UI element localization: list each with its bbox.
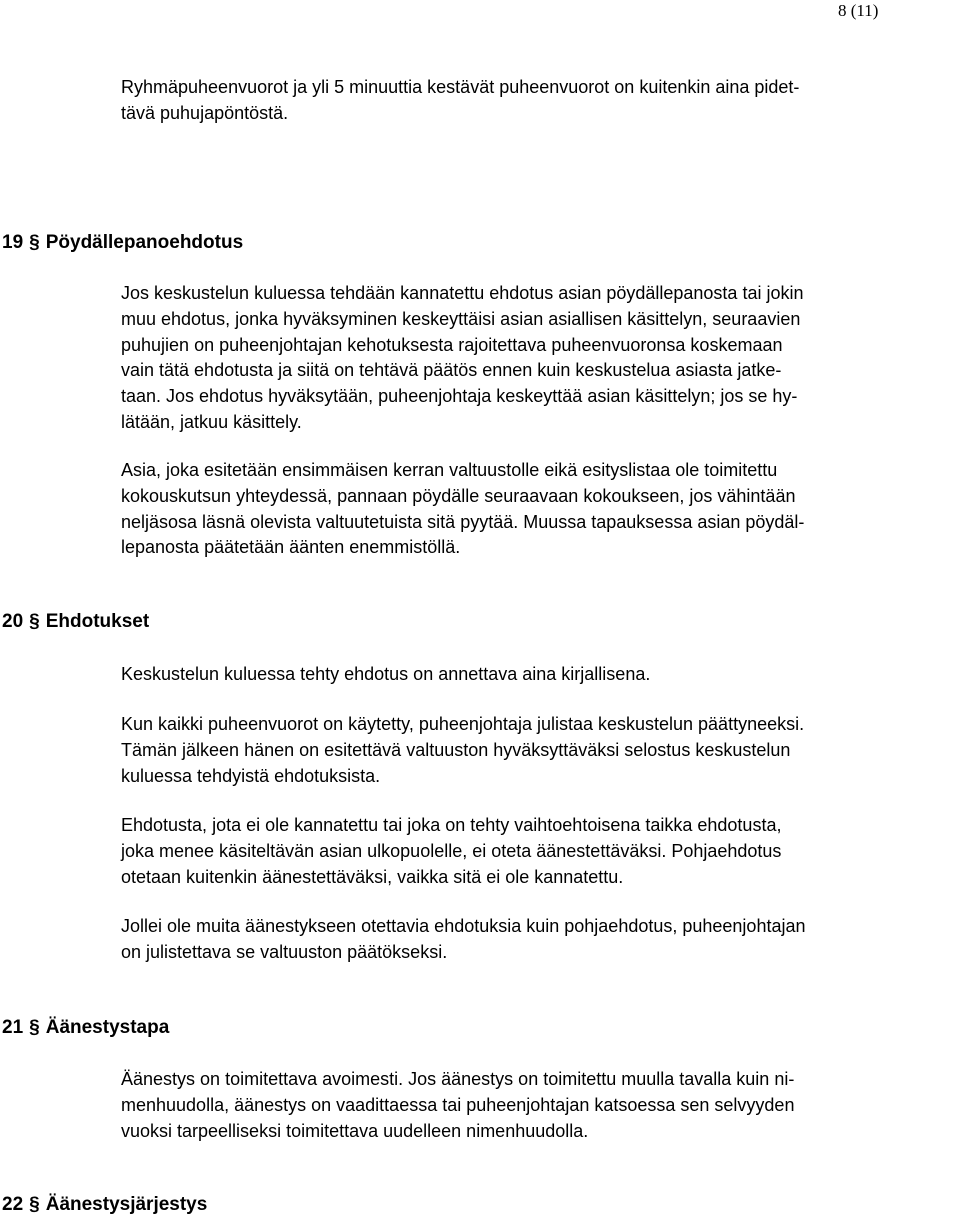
text-line: Tämän jälkeen hänen on esitettävä valtuuston hyväksyttäväksi selostus keskustelun — [121, 739, 791, 760]
text-line: vain tätä ehdotusta ja siitä on tehtävä päätös ennen kuin keskustelua asiasta jatke- — [121, 360, 782, 381]
text-line: Ehdotusta, jota ei ole kannatettu tai joka on tehty vaihtoehtoisena taikka ehdotusta, — [121, 815, 782, 835]
section-19-paragraph-2 — [121, 458, 941, 561]
text-line: Keskustelun kuluessa tehty ehdotus on annettava aina kirjallisena. — [121, 664, 651, 684]
text-line: vuoksi tarpeelliseksi toimitettava uudelleen nimenhuudolla. — [121, 1120, 589, 1141]
section-heading-20 — [2, 610, 149, 634]
text-line: otetaan kuitenkin äänestettäväksi, vaikka sitä ei ole kannatettu. — [121, 866, 624, 887]
section-20-paragraph-4 — [121, 914, 941, 966]
intro-paragraph — [121, 75, 941, 127]
section-19-paragraph-1 — [121, 281, 941, 436]
text-line: tävä puhujapöntöstä. — [121, 102, 289, 123]
text-line: Äänestys on toimitettava avoimesti. Jos äänestys on toimitettu muulla tavalla kuin ni- — [121, 1069, 795, 1089]
text-line: puhujien on puheenjohtajan kehotuksesta rajoitettava puheenvuoronsa koskemaan — [121, 334, 783, 355]
text-line: menhuudolla, äänestys on vaadittaessa tai puheenjohtajan katsoessa sen selvyyden — [121, 1094, 795, 1115]
text-line: Jos keskustelun kuluessa tehdään kannatettu ehdotus asian pöydällepanosta tai jokin — [121, 283, 804, 303]
section-number: 19 — [2, 232, 24, 253]
section-sign-icon: § — [29, 611, 40, 632]
section-title: Pöydällepanoehdotus — [45, 232, 244, 253]
text-line: Jollei ole muita äänestykseen otettavia ehdotuksia kuin pohjaehdotus, puheenjohtajan — [121, 916, 806, 936]
text-line: on julistettava se valtuuston päätökseksi. — [121, 941, 448, 962]
section-sign-icon: § — [29, 1194, 40, 1215]
section-20-paragraph-1 — [121, 662, 941, 688]
text-line: muu ehdotus, jonka hyväksyminen keskeyttäisi asian asiallisen käsittelyn, seuraavien — [121, 308, 801, 329]
section-number: 21 — [2, 1017, 24, 1038]
section-title: Ehdotukset — [45, 611, 150, 632]
text-line: neljäsosa läsnä olevista valtuutetuista sitä pyytää. Muussa tapauksessa asian pöydäl- — [121, 511, 805, 532]
section-20-paragraph-3 — [121, 813, 941, 890]
text-line: joka menee käsiteltävän asian ulkopuolelle, ei oteta äänestettäväksi. Pohjaehdotus — [121, 840, 782, 861]
section-title: Äänestysjärjestys — [45, 1194, 208, 1215]
text-line: taan. Jos ehdotus hyväksytään, puheenjohtaja keskeyttää asian käsittelyn; jos se hy- — [121, 386, 798, 407]
section-heading-19 — [2, 231, 243, 255]
section-20-paragraph-2 — [121, 712, 941, 789]
text-line: kokouskutsun yhteydessä, pannaan pöydälle seuraavaan kokoukseen, jos vähintään — [121, 485, 796, 506]
section-heading-22 — [2, 1193, 207, 1217]
section-heading-21 — [2, 1016, 169, 1040]
text-line: Ryhmäpuheenvuorot ja yli 5 minuuttia kestävät puheenvuorot on kuitenkin aina pidet- — [121, 77, 800, 97]
page-number: 8 (11) — [838, 1, 879, 20]
section-sign-icon: § — [29, 232, 40, 253]
text-line: Kun kaikki puheenvuorot on käytetty, puheenjohtaja julistaa keskustelun päättyneeksi. — [121, 714, 805, 734]
text-line: Asia, joka esitetään ensimmäisen kerran valtuustolle eikä esityslistaa ole toimitettu — [121, 460, 778, 480]
section-sign-icon: § — [29, 1017, 40, 1038]
text-line: kuluessa tehdyistä ehdotuksista. — [121, 765, 381, 786]
section-21-paragraph-1 — [121, 1067, 941, 1144]
section-title: Äänestystapa — [45, 1017, 170, 1038]
text-line: lätään, jatkuu käsittely. — [121, 411, 302, 432]
text-line: lepanosta päätetään äänten enemmistöllä. — [121, 537, 461, 558]
section-number: 22 — [2, 1194, 24, 1215]
section-number: 20 — [2, 611, 24, 632]
